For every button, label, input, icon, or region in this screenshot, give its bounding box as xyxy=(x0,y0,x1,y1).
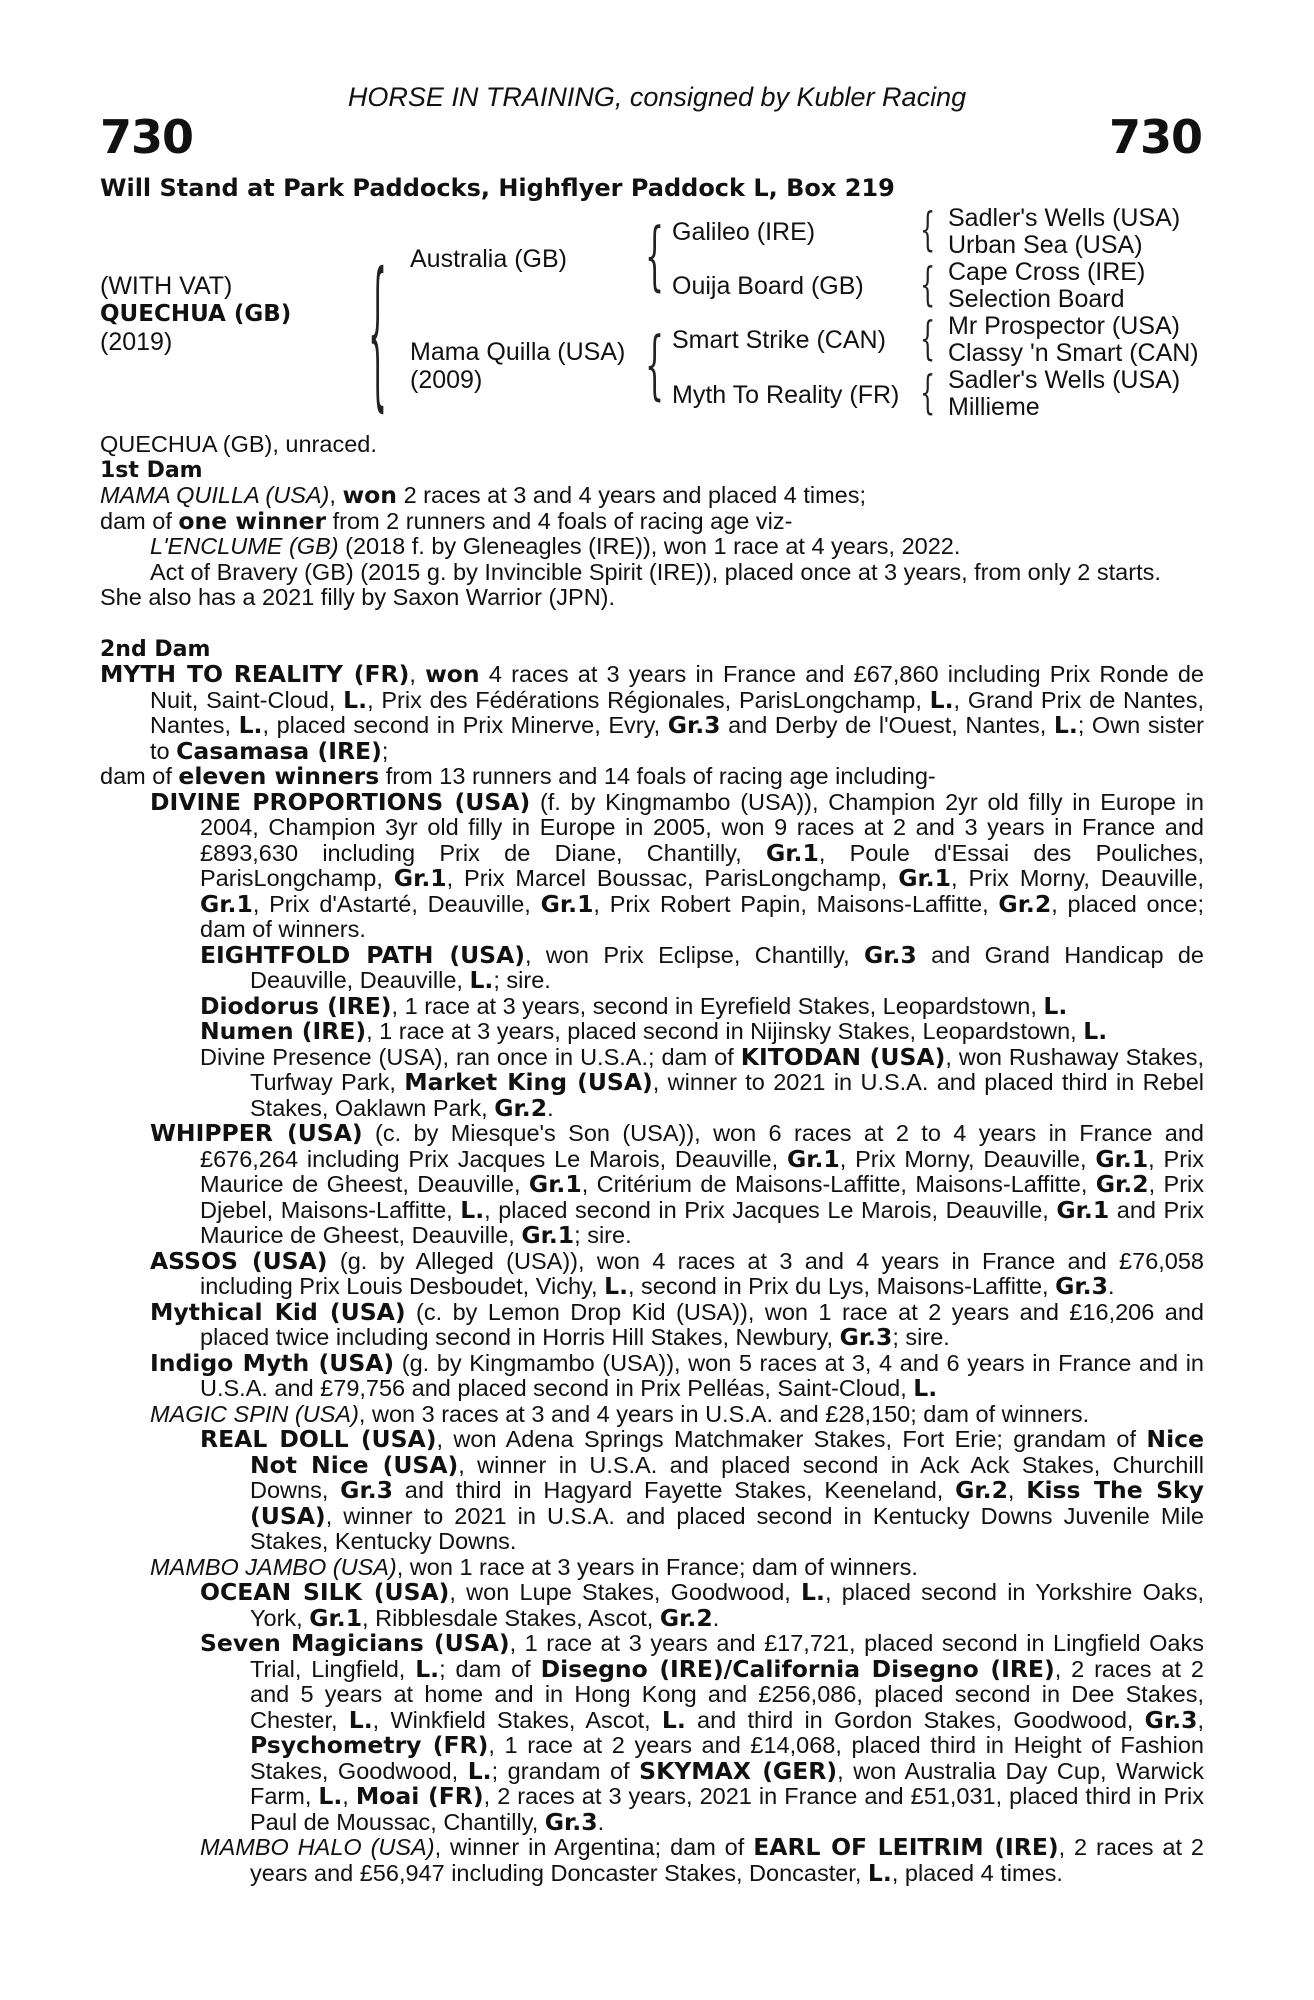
dam: Mama Quilla (USA) xyxy=(410,338,626,366)
produce-entry: Seven Magicians (USA), 1 race at 3 years and £17,721, placed second in Lingfield Oaks Trial, Lingfield, L.; dam of Disegno (IRE)/California Disegno (IRE), 2 races at 2 and 5 years at home and in Hong Kong and £256,086, placed second in Dee Stakes, Chester, L., Winkfield Stakes, Ascot, L. and third in Gordon Stakes, Goodwood, Gr.3, Psychometry (FR), 1 race at 2 years and £14,068, placed third in Height of Fashion Stakes, Goodwood, L.; grandam of SKYMAX (GER), won Australia Day Cup, Warwick Farm, L., Moai (FR), 2 races at 3 years, 2021 in France and £51,031, placed third in Prix Paul de Moussac, Chantilly, Gr.3. xyxy=(200,1629,1205,1836)
brace-g3-1: { xyxy=(920,203,936,257)
g3-ancestor: Millieme xyxy=(948,393,1040,421)
consignment-line: HORSE IN TRAINING, consigned by Kubler Racing xyxy=(347,82,967,112)
g3-ancestor: Cape Cross (IRE) xyxy=(948,258,1146,286)
produce-entry: MAGIC SPIN (USA), won 3 races at 3 and 4 years in U.S.A. and £28,150; dam of winners. xyxy=(150,1400,1090,1427)
also-has-line: She also has a 2021 filly by Saxon Warrior (JPN). xyxy=(100,584,616,610)
sire-dam: Ouija Board (GB) xyxy=(672,272,864,300)
g3-ancestor: Classy 'n Smart (CAN) xyxy=(948,339,1199,367)
dam-name: MAMA QUILLA (USA) xyxy=(100,482,330,508)
produce-entry: OCEAN SILK (USA), won Lupe Stakes, Goodwood, L., placed second in Yorkshire Oaks, York, Gr.1, Ribblesdale Stakes, Ascot, Gr.2. xyxy=(200,1578,1204,1632)
produce-entry: MAMBO JAMBO (USA), won 1 race at 3 years in France; dam of winners. xyxy=(150,1553,918,1580)
catalogue-body xyxy=(100,432,1204,1886)
brace-g3-4: { xyxy=(920,366,936,420)
first-dam-heading: 1st Dam xyxy=(100,457,203,483)
brace-sire: { xyxy=(645,214,665,302)
produce-entry: Divine Presence (USA), ran once in U.S.A.; dam of KITODAN (USA), won Rushaway Stakes, Turfway Park, Market King (USA), winner to 2021 in U.S.A. and placed third in Rebel Stakes, Oaklawn Park, Gr.2. xyxy=(200,1042,1205,1122)
second-dam-produce-summary: dam of eleven winners from 13 runners and 14 foals of racing age including- xyxy=(100,762,936,790)
produce-entry: Numen (IRE), 1 race at 3 years, placed second in Nijinsky Stakes, Leopardstown, L. xyxy=(200,1017,1108,1045)
g3-ancestor: Urban Sea (USA) xyxy=(948,231,1143,259)
produce-entry: DIVINE PROPORTIONS (USA) (f. by Kingmambo (USA)), Champion 2yr old filly in Europe in 2004, Champion 3yr old filly in Europe in 2005, won 9 races at 2 and 3 years in France and £893,630 including Prix de Diane, Chantilly, Gr.1, Poule d'Essai des Pouliches, ParisLongchamp, Gr.1, Prix Marcel Boussac, ParisLongchamp, Gr.1, Prix Morny, Deauville, Gr.1, Prix d'Astarté, Deauville, Gr.1, Prix Robert Papin, Maisons-Laffitte, Gr.2, placed once; dam of winners. xyxy=(150,787,1205,942)
produce-entry: Act of Bravery (GB) (2015 g. by Invincible Spirit (IRE)), placed once at 3 years, from only 2 starts. xyxy=(150,558,1161,585)
produce-entry: L'ENCLUME (GB) (2018 f. by Gleneagles (IRE)), won 1 race at 4 years, 2022. xyxy=(150,533,961,559)
second-dam-heading: 2nd Dam xyxy=(100,636,211,662)
produce-entry: EIGHTFOLD PATH (USA), won Prix Eclipse, Chantilly, Gr.3 and Grand Handicap de Deauville, Deauville, L.; sire. xyxy=(200,940,1204,994)
first-dam-entry: MAMA QUILLA (USA), won 2 races at 3 and 4 years and placed 4 times; xyxy=(100,481,867,509)
dam-sire: Smart Strike (CAN) xyxy=(672,326,886,354)
intro-line: QUECHUA (GB), unraced. xyxy=(100,431,377,457)
horse-name: QUECHUA (GB) xyxy=(100,301,292,327)
first-dam-produce-summary: dam of one winner from 2 runners and 4 foals of racing age viz- xyxy=(100,506,793,535)
g3-ancestor: Mr Prospector (USA) xyxy=(948,312,1180,340)
won-label: won xyxy=(342,481,398,509)
produce-entry: WHIPPER (USA) (c. by Miesque's Son (USA)), won 6 races at 2 to 4 years in France and £676,264 including Prix Jacques Le Marois, Deauville, Gr.1, Prix Morny, Deauville, Gr.1, Prix Maurice de Gheest, Deauville, Gr.1, Critérium de Maisons-Laffitte, Maisons-Laffitte, Gr.2, Prix Djebel, Maisons-Laffitte, L., placed second in Prix Jacques Le Marois, Deauville, Gr.1 and Prix Maurice de Gheest, Deauville, Gr.1; sire. xyxy=(150,1119,1205,1249)
produce-entry: Indigo Myth (USA) (g. by Kingmambo (USA)), won 5 races at 3, 4 and 6 years in France and in U.S.A. and £79,756 and placed second in Prix Pelléas, Saint-Cloud, L. xyxy=(150,1348,1205,1402)
horse-year: (2019) xyxy=(100,328,173,356)
brace-g3-3: { xyxy=(920,312,936,366)
stand-location: Will Stand at Park Paddocks, Highflyer Paddock L, Box 219 xyxy=(100,174,895,202)
produce-entry: ASSOS (USA) (g. by Alleged (USA)), won 4 races at 3 and 4 years in France and £76,058 including Prix Louis Desboudet, Vichy, L., second in Prix du Lys, Maisons-Laffitte, Gr.3. xyxy=(150,1246,1204,1300)
sire-sire: Galileo (IRE) xyxy=(672,218,816,246)
dam-year: (2009) xyxy=(410,366,483,394)
g3-ancestor: Sadler's Wells (USA) xyxy=(948,204,1181,232)
produce-entry: MAMBO HALO (USA), winner in Argentina; dam of EARL OF LEITRIM (IRE), 2 races at 2 years and £56,947 including Doncaster Stakes, Doncaster, L., placed 4 times. xyxy=(200,1833,1204,1887)
g3-ancestor: Selection Board xyxy=(948,285,1125,313)
brace-dam: { xyxy=(645,323,665,411)
brace-g3-2: { xyxy=(920,258,936,312)
brace-gen1: { xyxy=(368,242,388,431)
g3-ancestor: Sadler's Wells (USA) xyxy=(948,366,1181,394)
produce-entry: Diodorus (IRE), 1 race at 3 years, second in Eyrefield Stakes, Leopardstown, L. xyxy=(200,991,1068,1020)
sire: Australia (GB) xyxy=(410,245,567,273)
lot-number-right: 730 xyxy=(1108,110,1202,164)
vat-note: (WITH VAT) xyxy=(100,272,233,300)
produce-entry: REAL DOLL (USA), won Adena Springs Matchmaker Stakes, Fort Erie; grandam of Nice Not Nice (USA), winner in U.S.A. and placed second in Ack Ack Stakes, Churchill Downs, Gr.3 and third in Hagyard Fayette Stakes, Keeneland, Gr.2, Kiss The Sky (USA), winner to 2021 in U.S.A. and placed second in Kentucky Downs Juvenile Mile Stakes, Kentucky Downs. xyxy=(200,1425,1205,1554)
dam-dam: Myth To Reality (FR) xyxy=(672,381,900,409)
produce-entry: Mythical Kid (USA) (c. by Lemon Drop Kid (USA)), won 1 race at 2 years and £16,206 and placed twice including second in Horris Hill Stakes, Newbury, Gr.3; sire. xyxy=(150,1297,1204,1351)
lot-number-left: 730 xyxy=(100,110,194,164)
second-dam-entry: MYTH TO REALITY (FR), won 4 races at 3 years in France and £67,860 including Prix Ronde de Nuit, Saint-Cloud, L., Prix des Fédérations Régionales, ParisLongchamp, L., Grand Prix de Nantes, Nantes, L., placed second in Prix Minerve, Evry, Gr.3 and Derby de l'Ouest, Nantes, L.; Own sister to Casamasa (IRE); xyxy=(100,660,1205,765)
